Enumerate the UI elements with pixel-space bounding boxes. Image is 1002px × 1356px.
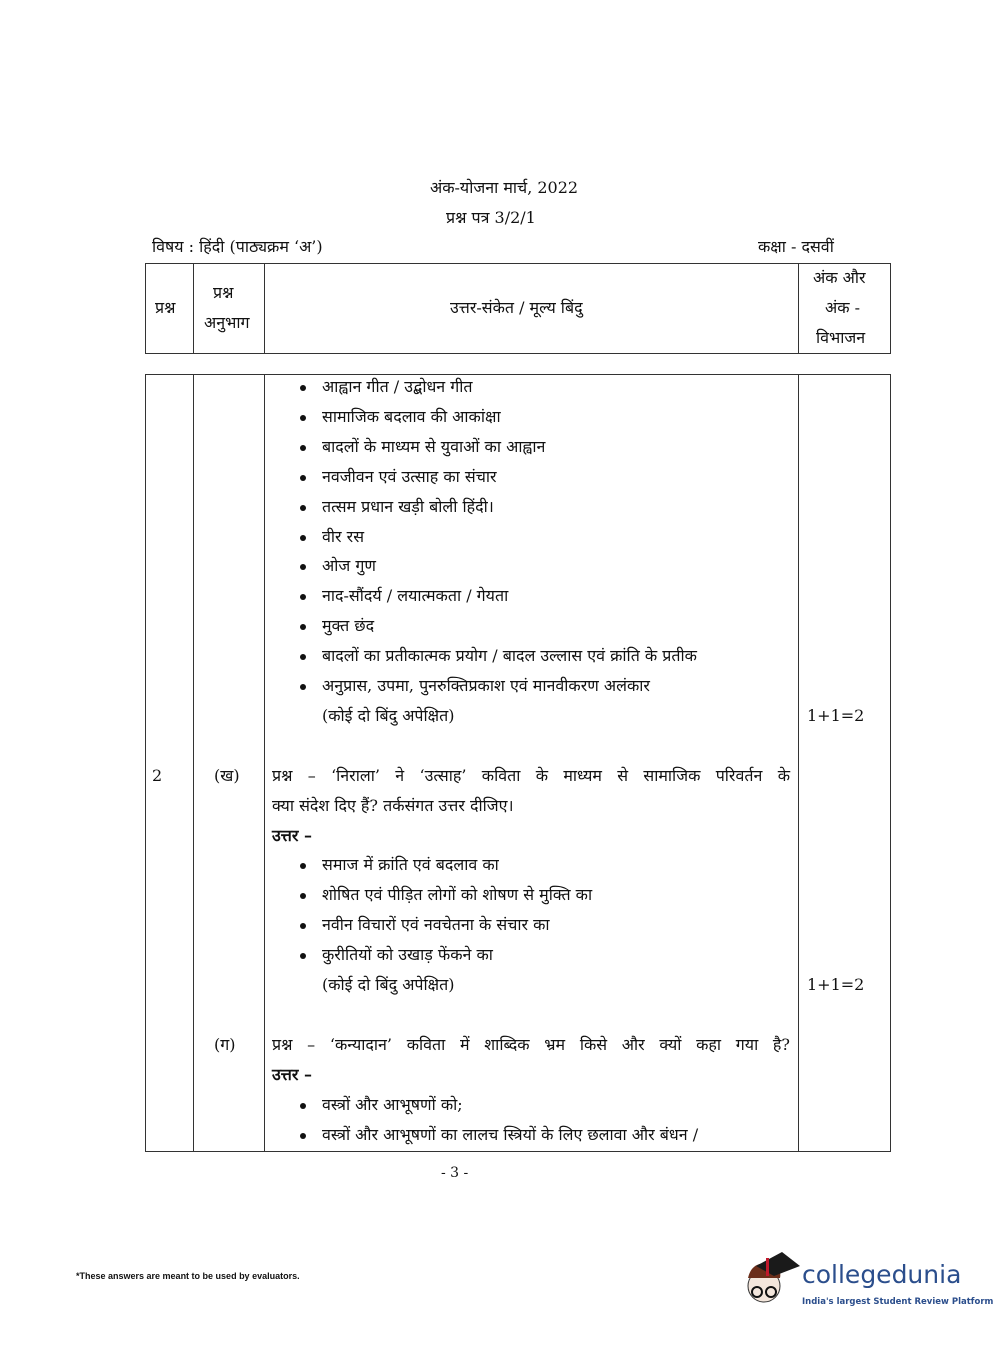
marks: 1+1=2 [807,705,865,725]
col-question: प्रश्न [155,298,176,317]
bullet-icon [300,684,306,690]
bullet-icon [300,415,306,421]
marks: 1+1=2 [807,975,865,994]
list-item: कुरीतियों को उखाड़ फेंकने का [322,945,493,965]
col-marks: अंक और [813,268,866,287]
bullet-icon [300,505,306,511]
footer-note: *These answers are meant to be used by evaluators. [76,1271,300,1281]
bullet-icon [300,445,306,451]
doc-title: अंक-योजना मार्च, 2022 [430,178,579,197]
bullet-icon [300,1133,306,1139]
list-item: शोषित एवं पीड़ित लोगों को शोषण से मुक्ति का [322,885,593,905]
logo-tagline: India's largest Student Review Platform [802,1297,994,1307]
divider [193,263,194,354]
answer-label: उत्तर – [272,825,312,845]
question-text: प्रश्न – ‘कन्यादान’ कविता में शाब्दिक भ्रम किसे और क्यों कहा गया है? [272,1034,790,1054]
question-text: क्या संदेश दिए हैं? तर्कसंगत उत्तर दीजिए। [272,795,514,815]
list-item: समाज में क्रांति एवं बदलाव का [322,855,499,875]
list-item: बादलों के माध्यम से युवाओं का आह्वान [322,436,546,456]
logo-name: collegedunia [802,1260,962,1289]
col-section: अनुभाग [204,313,250,332]
bullet-icon [300,1103,306,1109]
list-item: तत्सम प्रधान खड़ी बोली हिंदी। [322,496,494,516]
bullet-icon [300,475,306,481]
list-item: वीर रस [322,526,365,546]
bullet-icon [300,385,306,391]
note: (कोई दो बिंदु अपेक्षित) [322,705,455,725]
list-item: ओज गुण [322,556,376,576]
col-answer: उत्तर-संकेत / मूल्य बिंदु [450,298,583,317]
col-marks: विभाजन [816,328,866,347]
question-number: 2 [152,765,163,785]
note: (कोई दो बिंदु अपेक्षित) [322,975,455,994]
list-item: सामाजिक बदलाव की आकांक्षा [322,406,501,426]
collegedunia-logo [742,1246,994,1316]
divider [798,263,799,354]
list-item: बादलों का प्रतीकात्मक प्रयोग / बादल उल्लास एवं क्रांति के प्रतीक [322,646,697,666]
question-part: (ख) [214,765,240,785]
list-item: अनुप्रास, उपमा, पुनरुक्तिप्रकाश एवं मानवीकरण अलंकार [322,676,650,695]
list-item: वस्त्रों और आभूषणों को; [322,1094,463,1114]
list-item: मुक्त छंद [322,616,375,636]
col-marks: अंक - [825,298,861,317]
subject: विषय : हिंदी (पाठ्यक्रम ‘अ’) [152,237,323,256]
question-text: प्रश्न – ‘निराला’ ने ‘उत्साह’ कविता के माध्यम से सामाजिक परिवर्तन के [272,765,790,785]
divider [798,374,799,1152]
list-item: आह्वान गीत / उद्बोधन गीत [322,377,473,396]
paper-code: प्रश्न पत्र 3/2/1 [446,208,536,227]
page-number: - 3 - [441,1165,469,1181]
class-label: कक्षा - दसवीं [758,237,834,256]
divider [264,374,265,1152]
list-item: वस्त्रों और आभूषणों का लालच स्त्रियों के लिए छलावा और बंधन / [322,1124,699,1144]
list-item: नाद-सौंदर्य / लयात्मकता / गेयता [322,586,509,606]
divider [264,263,265,354]
col-section: प्रश्न [213,283,234,302]
question-part: (ग) [214,1034,236,1054]
divider [193,374,194,1152]
list-item: नवीन विचारों एवं नवचेतना के संचार का [322,915,550,935]
answer-label: उत्तर – [272,1064,312,1084]
bullet-icon [300,535,306,541]
list-item: नवजीवन एवं उत्साह का संचार [322,466,497,486]
mascot-icon [742,1246,802,1316]
